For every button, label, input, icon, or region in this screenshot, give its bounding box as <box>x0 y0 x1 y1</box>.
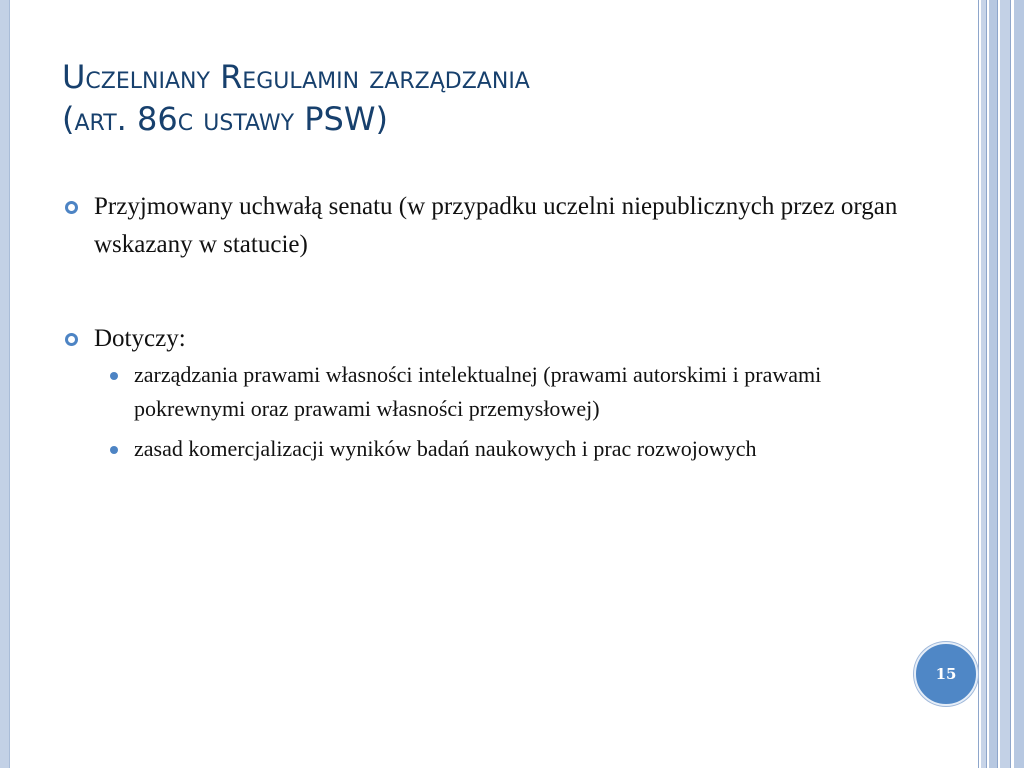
right-border-line <box>1010 0 1011 768</box>
right-border-stripe <box>1014 0 1024 768</box>
slide-content <box>62 188 922 466</box>
page-number: 15 <box>935 665 957 683</box>
left-border-stripe <box>0 0 10 768</box>
sub-bullet-item <box>134 358 874 426</box>
slide-title-line-1: Uczelniany Regulamin zarządzania <box>62 58 530 96</box>
right-border-line <box>978 0 979 768</box>
bullet-text: Przyjmowany uchwałą senatu (w przypadku uczelni niepublicznych przez organ wskazany w statucie) <box>94 193 898 258</box>
sub-bullet-text: zasad komercjalizacji wyników badań naukowych i prac rozwojowych <box>134 436 757 461</box>
ring-bullet-icon <box>65 333 78 346</box>
slide-title <box>62 56 942 140</box>
slide-title-line-2: (art. 86c ustawy PSW) <box>62 100 388 138</box>
sub-bullet-text: zarządzania prawami własności intelektualnej (prawami autorskimi i prawami pokrewnymi oraz prawami własności przemysłowej) <box>134 362 822 421</box>
sub-bullet-item <box>134 432 874 466</box>
dot-bullet-icon <box>110 372 118 380</box>
spacer <box>62 264 922 320</box>
right-border-line <box>997 0 998 768</box>
bullet-item <box>62 320 922 358</box>
ring-bullet-icon <box>65 201 78 214</box>
page-number-badge <box>914 642 978 706</box>
right-border-stripe <box>989 0 997 768</box>
bullet-item <box>62 188 922 264</box>
dot-bullet-icon <box>110 446 118 454</box>
right-border-line <box>986 0 987 768</box>
bullet-text: Dotyczy: <box>94 325 186 352</box>
right-border-stripe <box>1000 0 1010 768</box>
